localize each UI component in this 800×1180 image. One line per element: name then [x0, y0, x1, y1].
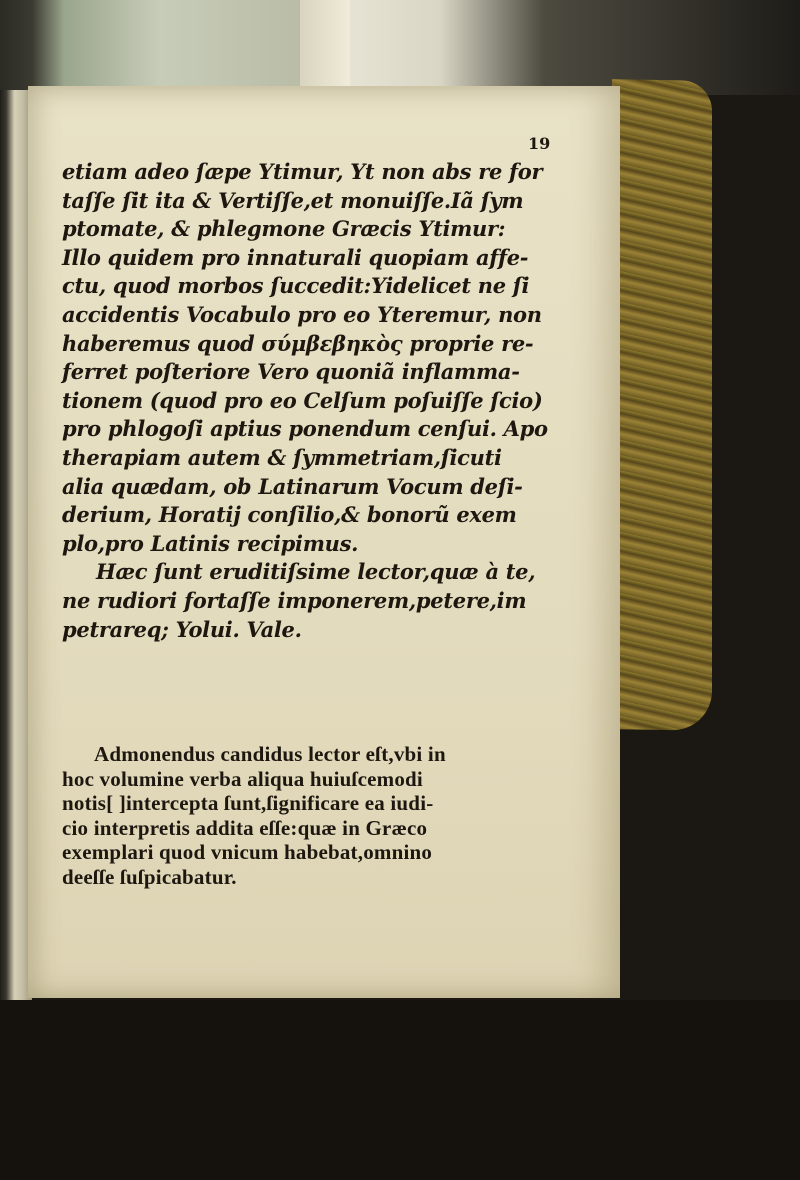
- text-line: ne rudiori fortaſſe imponerem,petere,im: [62, 587, 527, 613]
- admonition-paragraph: [62, 742, 622, 889]
- text-line: ferret poſteriore Vero quoniã inflamma-: [62, 359, 520, 385]
- text-line: Illo quidem pro innaturali quopiam affe-: [62, 244, 529, 270]
- text-line: pro phlogoſi aptius ponendum cenſui. Apo: [62, 416, 548, 442]
- book-cover-edge: [612, 79, 712, 731]
- text-line: ptomate, & phlegmone Græcis Ytimur:: [62, 216, 506, 242]
- text-line: Admonendus candidus lector eſt,vbi in: [94, 742, 446, 766]
- text-line: hoc volumine verba aliqua huiuſcemodi: [62, 766, 423, 791]
- text-line: exemplari quod vnicum habebat,omnino: [62, 840, 433, 864]
- background-table: [0, 1000, 800, 1180]
- text-line: haberemus quod σύμβεβηκὸς proprie re-: [62, 330, 534, 356]
- text-line: therapiam autem & ſymmetriam,ſicuti: [62, 444, 502, 470]
- text-line: notis[ ]intercepta ſunt,ſignificare ea iudi-: [62, 791, 434, 815]
- book-page: [28, 86, 620, 998]
- text-line: derium, Horatij conſilio,& bonorũ exem: [62, 502, 517, 528]
- text-line: petrareq; Yolui. Vale.: [62, 616, 302, 642]
- italic-preface-text: [62, 158, 622, 644]
- text-line: ctu, quod morbos ſuccedit:Yidelicet ne ſi: [62, 273, 530, 299]
- text-line: etiam adeo ſæpe Ytimur, Yt non abs re for: [62, 159, 543, 184]
- text-line: Hæc ſunt eruditiſsime lector,quæ à te,: [96, 559, 536, 585]
- background-book-spine: [300, 0, 350, 95]
- text-line: cio interpretis addita eſſe:quæ in Græco: [62, 815, 428, 840]
- text-line: taſſe ſit ita & Vertiſſe,et monuiſſe.Iã ſym: [62, 187, 524, 213]
- text-line: alia quædam, ob Latinarum Vocum deſi-: [62, 473, 523, 499]
- text-line: plo,pro Latinis recipimus.: [62, 530, 359, 556]
- text-line: tionem (quod pro eo Celſum poſuiſſe ſcio): [62, 387, 543, 413]
- text-line: accidentis Vocabulo pro eo Yteremur, non: [62, 301, 542, 327]
- text-line: deeſſe ſuſpicabatur.: [62, 864, 237, 889]
- page-number: 19: [528, 134, 551, 153]
